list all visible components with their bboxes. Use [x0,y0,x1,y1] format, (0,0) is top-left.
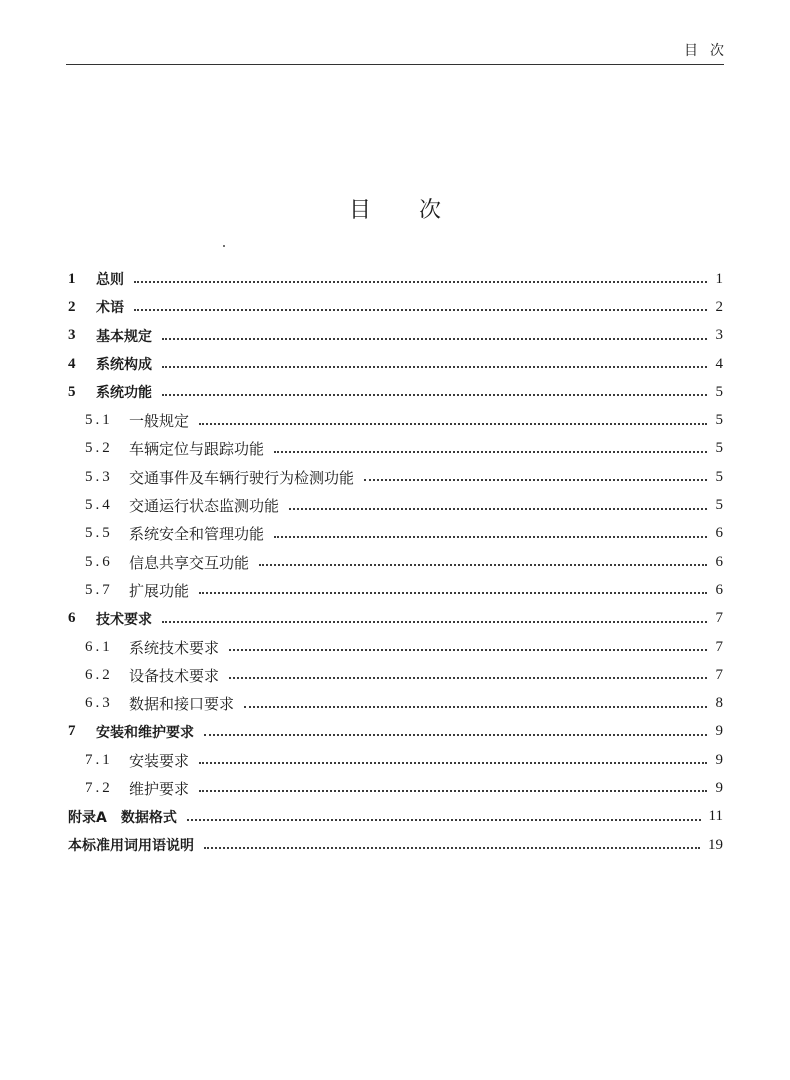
toc-entry-page: 9 [715,751,723,768]
toc-entry[interactable] [68,548,723,576]
toc-entry-label: 数据和接口要求 [129,695,235,714]
toc-entry-number: 5.1 [85,412,113,429]
dot-leader [364,479,707,481]
toc-entry-page: 7 [715,610,723,627]
toc-entry-label: 系统构成 [96,357,152,374]
toc-entry[interactable] [68,435,723,463]
dot-leader [204,847,700,849]
toc-entry-page: 4 [715,355,723,372]
toc-entry-number: 6.3 [85,695,113,712]
dot-leader [244,706,707,708]
toc-entry[interactable] [68,406,723,434]
toc-entry-number: 附录A [68,809,107,826]
toc-entry-label: 系统功能 [96,385,152,402]
toc-entry-page: 5 [715,468,723,485]
toc-entry[interactable] [68,293,723,321]
toc-entry-label: 车辆定位与跟踪功能 [129,440,265,459]
toc-entry[interactable] [68,774,723,802]
toc-entry-label: 基本规定 [96,328,152,345]
toc-entry[interactable] [68,463,723,491]
toc-entry-page: 19 [708,836,723,853]
toc-entry-page: 8 [715,695,723,712]
dot-leader [199,423,707,425]
toc-entry-page: 3 [715,327,723,344]
toc-entry-number: 5.4 [85,497,113,514]
toc-entry-page: 6 [715,581,723,598]
toc-entry-label: 扩展功能 [129,581,190,600]
dot-leader [274,451,707,453]
toc-entry-page: 5 [715,412,723,429]
toc-entry-number: 6.1 [85,638,113,655]
toc-entry[interactable] [68,605,723,633]
dot-leader [204,734,707,736]
toc-entry[interactable] [68,491,723,519]
toc-entry-label: 本标准用词用语说明 [68,838,194,855]
toc-entry-number: 5.6 [85,553,113,570]
dot-leader [162,394,707,396]
toc-entry-page: 9 [715,723,723,740]
toc-entry-page: 5 [715,497,723,514]
toc-entry[interactable] [68,265,723,293]
dot-leader [162,338,707,340]
toc-entry[interactable] [68,803,723,831]
dot-leader [162,621,707,623]
toc-entry-number: 2 [68,298,76,315]
page-title: 目次 [348,197,489,223]
dot-leader [259,564,707,566]
toc-entry-label: 维护要求 [129,779,190,798]
dot-leader [134,281,707,283]
toc-entry-label: 总则 [96,272,124,289]
toc-entry-page: 7 [715,666,723,683]
toc-entry-label: 术语 [96,300,124,317]
toc-entry-page: 2 [715,298,723,315]
dot-leader [274,536,707,538]
toc-entry-number: 5 [68,383,76,400]
toc-entry-label: 安装要求 [129,751,190,770]
dot-leader [134,309,707,311]
toc-entry-page: 6 [715,525,723,542]
dot-leader [289,508,707,510]
toc-entry-number: 3 [68,327,76,344]
toc-entry-number: 7.2 [85,779,113,796]
dot-leader [162,366,707,368]
toc-entry[interactable] [68,831,723,859]
toc-entry-page: 1 [715,270,723,287]
dot-leader [199,762,707,764]
toc-entry-page: 11 [708,808,723,825]
toc-entry[interactable] [68,633,723,661]
toc-entry-label: 交通事件及车辆行驶行为检测功能 [129,468,355,487]
toc-entry[interactable] [68,576,723,604]
toc-entry[interactable] [68,661,723,689]
toc-entry[interactable] [68,322,723,350]
toc-entry-label: 一般规定 [129,412,190,431]
toc-entry[interactable] [68,378,723,406]
dot-leader [199,790,707,792]
toc-entry-number: 6 [68,610,76,627]
dot-leader [229,649,707,651]
toc-entry[interactable] [68,350,723,378]
toc-entry-number: 7.1 [85,751,113,768]
running-header: 目次 [684,43,736,59]
header-rule [66,64,724,65]
dot-leader [199,592,707,594]
toc-entry-page: 5 [715,440,723,457]
dot-leader [187,819,701,821]
toc-entry-number: 1 [68,270,76,287]
toc-entry-number: 5.2 [85,440,113,457]
toc-entry-label: 系统技术要求 [129,638,220,657]
toc-entry[interactable] [68,689,723,717]
toc-entry-page: 6 [715,553,723,570]
toc-entry-label: 交通运行状态监测功能 [129,497,280,516]
toc-entry-number: 5.5 [85,525,113,542]
toc-entry-number: 7 [68,723,76,740]
dot-leader [229,677,707,679]
toc-entry-page: 5 [715,383,723,400]
toc-entry-page: 7 [715,638,723,655]
toc-entry-number: 5.7 [85,581,113,598]
toc-entry[interactable] [68,520,723,548]
toc-entry-number: 4 [68,355,76,372]
toc-entry[interactable] [68,746,723,774]
toc-entry-label: 安装和维护要求 [96,724,194,741]
toc-entry-number: 6.2 [85,666,113,683]
scan-speck [223,245,225,247]
toc-entry-number: 5.3 [85,468,113,485]
toc-entry-label: 技术要求 [96,611,152,628]
table-of-contents [68,265,723,859]
toc-entry-page: 9 [715,779,723,796]
toc-entry-label: 数据格式 [120,809,177,826]
toc-entry[interactable] [68,718,723,746]
toc-entry-label: 设备技术要求 [129,666,220,685]
toc-entry-label: 系统安全和管理功能 [129,525,265,544]
toc-entry-label: 信息共享交互功能 [129,553,250,572]
